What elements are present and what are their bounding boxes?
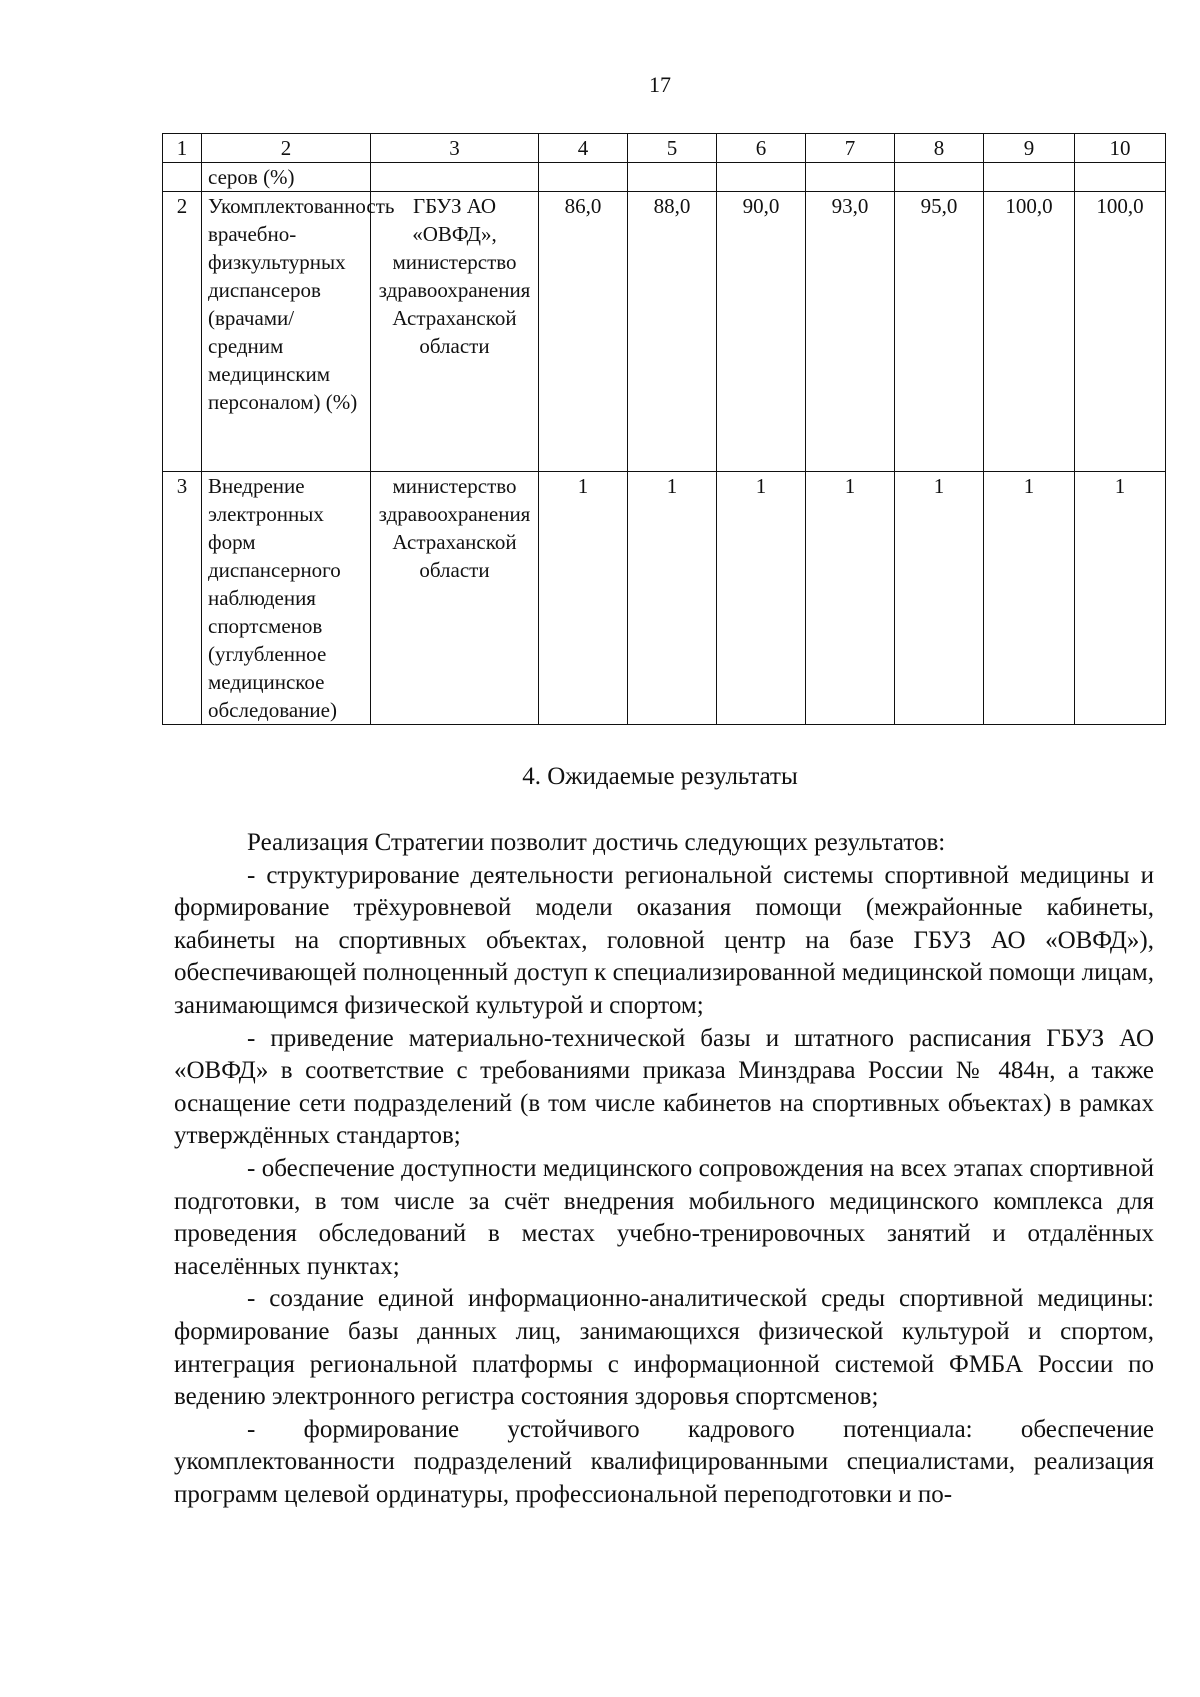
indicator-cell: Внедрение электронных форм диспансерного наблюдения спортсменов (углубленное медицинское обследование) [202, 472, 371, 725]
header-cell: 9 [984, 134, 1075, 163]
header-cell: 4 [539, 134, 628, 163]
value-cell [717, 163, 806, 192]
value-cell: 1 [539, 472, 628, 725]
table-row [163, 472, 1166, 725]
list-item: - приведение материально-технической базы и штатного расписания ГБУЗ АО «ОВФД» в соответствие с требованиями приказа Минздрава России № 484н, а также оснащение сети подразделений (в том числе кабинетов на спортивных объектах) в рамках утверждённых стандартов; [174, 1024, 1154, 1150]
header-cell: 8 [895, 134, 984, 163]
value-cell: 90,0 [717, 192, 806, 472]
header-cell: 3 [371, 134, 539, 163]
value-cell: 1 [895, 472, 984, 725]
value-cell: 93,0 [806, 192, 895, 472]
header-cell: 5 [628, 134, 717, 163]
row-number-cell [163, 163, 202, 192]
page-number: 17 [649, 72, 671, 97]
value-cell: 88,0 [628, 192, 717, 472]
list-item: - формирование устойчивого кадрового потенциала: обеспечение укомплектованности подразделений квалифицированными специалистами, реализация программ целевой ординатуры, профессиональной переподготовки и по- [174, 1415, 1154, 1508]
value-cell: 1 [628, 472, 717, 725]
paragraph: Реализация Стратегии позволит достичь следующих результатов: [247, 829, 946, 856]
indicator-cell: Укомплектованность врачебно-физкультурных диспансеров (врачами/средним медицинским персоналом) (%) [202, 192, 371, 472]
header-cell: 2 [202, 134, 371, 163]
header-cell: 10 [1075, 134, 1166, 163]
list-item: - создание единой информационно-аналитической среды спортивной медицины: формирование базы данных лиц, занимающихся физической культурой и спортом, интеграция региональной платформы с информационной системой ФМБА России по ведению электронного регистра состояния здоровья спортсменов; [174, 1285, 1154, 1411]
value-cell: 86,0 [539, 192, 628, 472]
row-number-cell: 2 [163, 192, 202, 472]
value-cell: 100,0 [1075, 192, 1166, 472]
indicators-table [162, 133, 1166, 725]
list-item: - структурирование деятельности региональной системы спортивной медицины и формирование трёхуровневой модели оказания помощи (межрайонные кабинеты, кабинеты на спортивных объектах, головной центр на базе ГБУЗ АО «ОВФД»), обеспечивающей полноценный доступ к специализированной медицинской помощи лицам, занимающимся физической культурой и спортом; [174, 861, 1154, 1019]
value-cell: 1 [806, 472, 895, 725]
row-number-cell: 3 [163, 472, 202, 725]
responsible-cell [371, 163, 539, 192]
value-cell [895, 163, 984, 192]
value-cell [628, 163, 717, 192]
value-cell [539, 163, 628, 192]
header-cell: 6 [717, 134, 806, 163]
value-cell: 1 [1075, 472, 1166, 725]
value-cell [1075, 163, 1166, 192]
value-cell: 100,0 [984, 192, 1075, 472]
value-cell: 95,0 [895, 192, 984, 472]
table-header-row [163, 134, 1166, 163]
responsible-cell: министерство здравоохранения Астраханской области [371, 472, 539, 725]
indicator-cell: серов (%) [202, 163, 371, 192]
table-row [163, 192, 1166, 472]
list-item: - обеспечение доступности медицинского сопровождения на всех этапах спортивной подготовки, в том числе за счёт внедрения мобильного медицинского комплекса для проведения обследований в местах учебно-тренировочных занятий и отдалённых населённых пунктах; [174, 1154, 1154, 1280]
section-title: 4. Ожидаемые результаты [522, 763, 798, 790]
header-cell: 1 [163, 134, 202, 163]
value-cell [806, 163, 895, 192]
value-cell: 1 [717, 472, 806, 725]
table-row-continuation [163, 163, 1166, 192]
header-cell: 7 [806, 134, 895, 163]
responsible-cell: ГБУЗ АО «ОВФД», министерство здравоохранения Астраханской области [371, 192, 539, 472]
value-cell [984, 163, 1075, 192]
body-text [174, 827, 1154, 1511]
value-cell: 1 [984, 472, 1075, 725]
